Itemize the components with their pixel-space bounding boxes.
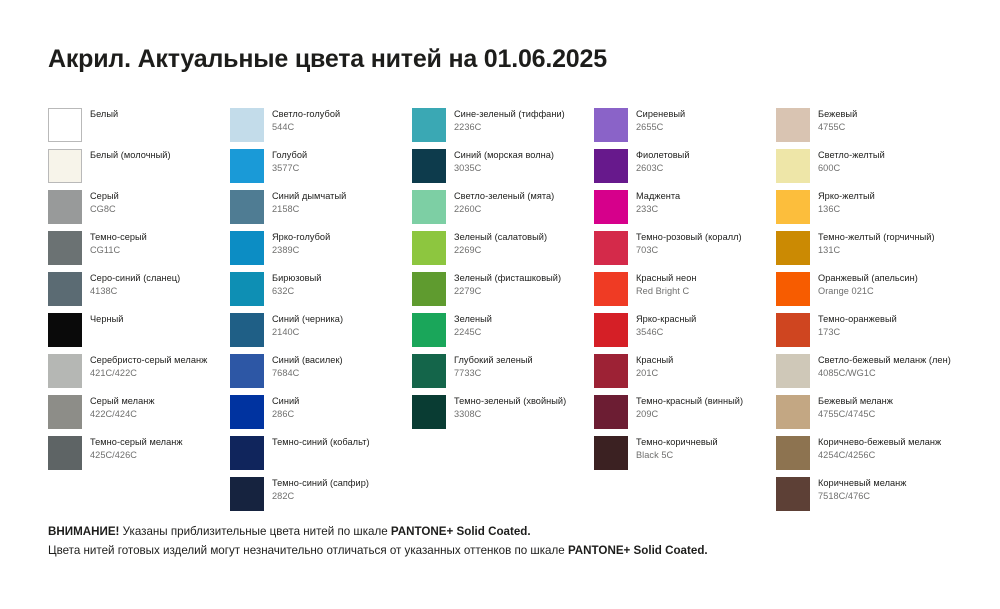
swatch-name: Бежевый <box>818 109 858 119</box>
color-chip <box>48 149 82 183</box>
swatch-row <box>230 190 412 230</box>
swatch-name: Светло-голубой <box>272 109 341 119</box>
color-chip <box>230 149 264 183</box>
swatch-name: Темно-зеленый (хвойный) <box>454 396 567 406</box>
swatch-code: 425C/426C <box>90 449 137 460</box>
swatch-row <box>776 313 958 353</box>
swatch-name: Белый (молочный) <box>90 150 171 160</box>
swatch-row <box>594 149 776 189</box>
color-chip <box>230 108 264 142</box>
swatch-row <box>594 231 776 271</box>
color-chip <box>776 354 810 388</box>
swatch-name: Темно-красный (винный) <box>636 396 744 406</box>
footer-line-1-text: Указаны приблизительные цвета нитей по шкале <box>119 525 391 538</box>
color-chip <box>776 231 810 265</box>
swatch-row <box>594 436 776 476</box>
footer-line-2 <box>48 541 968 560</box>
swatch-code: 136C <box>818 203 841 214</box>
swatch-code: 286C <box>272 408 295 419</box>
swatch-code: 2655C <box>636 121 664 132</box>
color-chip <box>48 231 82 265</box>
swatch-code: 632C <box>272 285 295 296</box>
swatch-row <box>594 190 776 230</box>
swatch-code: 2389C <box>272 244 300 255</box>
footer-line-2-text: Цвета нитей готовых изделий могут незначительно отличаться от указанных оттенков по шкале <box>48 544 568 557</box>
swatch-labels <box>818 108 857 133</box>
swatch-row <box>776 272 958 312</box>
swatch-code: 173C <box>818 326 841 337</box>
color-chip <box>594 231 628 265</box>
swatch-row <box>412 272 594 312</box>
color-chip <box>776 395 810 429</box>
swatch-row <box>230 395 412 435</box>
swatch-code: 233C <box>636 203 659 214</box>
swatch-row <box>48 313 230 353</box>
swatch-code: 7684C <box>272 367 300 378</box>
swatch-code: 544C <box>272 121 295 132</box>
swatch-labels <box>636 313 696 338</box>
footer-pantone-label-1: PANTONE+ Solid Coated. <box>390 525 531 538</box>
swatch-labels <box>272 354 343 379</box>
swatch-name: Синий (василек) <box>272 355 343 365</box>
swatch-name: Ярко-голубой <box>272 232 331 242</box>
color-chip <box>776 313 810 347</box>
swatch-row <box>776 149 958 189</box>
swatch-labels <box>272 231 330 256</box>
swatch-row <box>412 108 594 148</box>
swatch-row <box>48 436 230 476</box>
color-chip <box>776 149 810 183</box>
swatch-code: Red Bright C <box>636 285 690 296</box>
color-chip <box>230 477 264 511</box>
swatch-row <box>776 395 958 435</box>
swatch-row <box>412 231 594 271</box>
color-chip <box>594 436 628 470</box>
swatch-name: Синий (черника) <box>272 314 344 324</box>
color-chip <box>594 272 628 306</box>
color-chip <box>594 190 628 224</box>
swatch-name: Ярко-желтый <box>818 191 875 201</box>
swatch-column <box>412 108 594 518</box>
swatch-code: 2158C <box>272 203 300 214</box>
swatch-row <box>594 354 776 394</box>
swatch-name: Оранжевый (апельсин) <box>818 273 918 283</box>
swatch-labels <box>454 395 566 420</box>
swatch-labels <box>454 108 565 133</box>
color-chip <box>48 436 82 470</box>
swatch-labels <box>636 272 697 297</box>
color-chip <box>230 231 264 265</box>
swatch-row <box>776 354 958 394</box>
swatch-labels <box>818 354 951 379</box>
swatch-code: 2245C <box>454 326 482 337</box>
swatch-labels <box>272 477 369 502</box>
color-chip <box>412 313 446 347</box>
color-chip <box>230 354 264 388</box>
swatch-row <box>230 231 412 271</box>
swatch-labels <box>454 231 547 256</box>
swatch-code: 2269C <box>454 244 482 255</box>
swatch-columns <box>48 108 958 518</box>
swatch-name: Белый <box>90 109 119 119</box>
swatch-labels <box>90 272 180 297</box>
color-chip <box>230 190 264 224</box>
swatch-row <box>230 108 412 148</box>
swatch-labels <box>818 190 875 215</box>
swatch-row <box>412 395 594 435</box>
swatch-labels <box>636 354 673 379</box>
swatch-row <box>412 313 594 353</box>
swatch-labels <box>90 436 183 461</box>
swatch-name: Маджента <box>636 191 681 201</box>
swatch-code: 3577C <box>272 162 300 173</box>
swatch-row <box>412 354 594 394</box>
color-chip <box>230 436 264 470</box>
swatch-code: 201C <box>636 367 659 378</box>
swatch-labels <box>818 272 918 297</box>
swatch-labels <box>454 313 492 338</box>
swatch-row <box>230 313 412 353</box>
swatch-name: Темно-серый <box>90 232 147 242</box>
swatch-name: Темно-синий (кобальт) <box>272 437 370 447</box>
swatch-name: Светло-бежевый меланж (лен) <box>818 355 951 365</box>
swatch-name: Серебристо-серый меланж <box>90 355 208 365</box>
swatch-row <box>412 149 594 189</box>
swatch-labels <box>818 395 893 420</box>
swatch-column <box>594 108 776 518</box>
swatch-row <box>48 149 230 189</box>
color-chip <box>48 272 82 306</box>
swatch-code: Orange 021C <box>818 285 874 296</box>
swatch-code: 7733C <box>454 367 482 378</box>
color-chip <box>48 190 82 224</box>
swatch-code: 4755C <box>818 121 846 132</box>
swatch-name: Серый <box>90 191 119 201</box>
color-chip <box>48 313 82 347</box>
swatch-labels <box>636 108 685 133</box>
swatch-row <box>48 354 230 394</box>
swatch-code: 2603C <box>636 162 664 173</box>
swatch-name: Бирюзовый <box>272 273 322 283</box>
swatch-code: 2279C <box>454 285 482 296</box>
swatch-labels <box>272 272 321 297</box>
swatch-labels <box>818 436 941 461</box>
swatch-code: 209C <box>636 408 659 419</box>
swatch-labels <box>272 108 340 133</box>
swatch-name: Темно-желтый (горчичный) <box>818 232 935 242</box>
color-chip <box>412 190 446 224</box>
swatch-name: Коричнево-бежевый меланж <box>818 437 942 447</box>
page-title: Акрил. Актуальные цвета нитей на 01.06.2025 <box>48 45 607 73</box>
swatch-code: Black 5C <box>636 449 674 460</box>
swatch-code: 4254C/4256C <box>818 449 876 460</box>
swatch-code: 131C <box>818 244 841 255</box>
swatch-row <box>594 395 776 435</box>
swatch-labels <box>818 477 907 502</box>
swatch-labels <box>818 231 935 256</box>
swatch-column <box>48 108 230 518</box>
swatch-name: Бежевый меланж <box>818 396 893 406</box>
swatch-row <box>48 231 230 271</box>
swatch-code: 422C/424C <box>90 408 137 419</box>
swatch-labels <box>454 272 561 297</box>
swatch-name: Темно-серый меланж <box>90 437 183 447</box>
swatch-row <box>594 313 776 353</box>
color-chip <box>594 354 628 388</box>
swatch-code: 4138C <box>90 285 118 296</box>
swatch-name: Сине-зеленый (тиффани) <box>454 109 565 119</box>
swatch-code: 3308C <box>454 408 482 419</box>
swatch-name: Серый меланж <box>90 396 155 406</box>
color-chip <box>594 395 628 429</box>
swatch-column <box>776 108 958 518</box>
swatch-code: 3546C <box>636 326 664 337</box>
swatch-name: Синий (морская волна) <box>454 150 555 160</box>
swatch-code: 7518C/476C <box>818 490 871 501</box>
swatch-row <box>230 477 412 517</box>
swatch-name: Серо-синий (сланец) <box>90 273 181 283</box>
footer-attention-label: ВНИМАНИЕ! <box>48 525 120 538</box>
swatch-labels <box>272 190 346 215</box>
footer-pantone-label-2: PANTONE+ Solid Coated. <box>567 544 708 557</box>
swatch-code: CG11C <box>90 244 121 255</box>
swatch-name: Голубой <box>272 150 308 160</box>
swatch-labels <box>90 108 118 122</box>
footer-notes <box>48 522 968 560</box>
swatch-name: Светло-зеленый (мята) <box>454 191 555 201</box>
color-chip <box>230 313 264 347</box>
swatch-name: Темно-розовый (коралл) <box>636 232 742 242</box>
swatch-labels <box>272 436 370 450</box>
color-chip <box>776 477 810 511</box>
swatch-name: Зеленый <box>454 314 492 324</box>
color-chip <box>776 272 810 306</box>
swatch-code: 421C/422C <box>90 367 137 378</box>
color-chip <box>594 108 628 142</box>
swatch-row <box>594 272 776 312</box>
swatch-labels <box>636 149 690 174</box>
swatch-labels <box>636 231 742 256</box>
color-chip <box>776 108 810 142</box>
swatch-row <box>230 272 412 312</box>
swatch-name: Темно-коричневый <box>636 437 718 447</box>
swatch-name: Синий дымчатый <box>272 191 347 201</box>
swatch-name: Светло-желтый <box>818 150 885 160</box>
swatch-labels <box>272 395 299 420</box>
swatch-labels <box>272 149 307 174</box>
swatch-labels <box>90 354 207 379</box>
swatch-name: Фиолетовый <box>636 150 690 160</box>
swatch-labels <box>636 436 718 461</box>
swatch-column <box>230 108 412 518</box>
swatch-labels <box>454 190 554 215</box>
swatch-code: 4085C/WG1C <box>818 367 876 378</box>
swatch-labels <box>90 313 123 327</box>
swatch-name: Сиреневый <box>636 109 686 119</box>
swatch-labels <box>818 313 897 338</box>
swatch-row <box>776 477 958 517</box>
color-chip <box>48 108 82 142</box>
swatch-row <box>412 190 594 230</box>
swatch-code: 703C <box>636 244 659 255</box>
swatch-labels <box>90 231 147 256</box>
swatch-labels <box>454 354 533 379</box>
color-chip <box>412 395 446 429</box>
swatch-name: Ярко-красный <box>636 314 697 324</box>
swatch-code: 3035C <box>454 162 482 173</box>
color-chip <box>594 149 628 183</box>
color-chip <box>48 354 82 388</box>
swatch-name: Красный неон <box>636 273 697 283</box>
swatch-name: Темно-синий (сапфир) <box>272 478 369 488</box>
swatch-row <box>776 231 958 271</box>
swatch-name: Темно-оранжевый <box>818 314 897 324</box>
color-chip <box>48 395 82 429</box>
color-chip <box>230 272 264 306</box>
swatch-labels <box>272 313 343 338</box>
swatch-code: 2260C <box>454 203 482 214</box>
swatch-code: 282C <box>272 490 295 501</box>
swatch-row <box>230 354 412 394</box>
swatch-row <box>230 149 412 189</box>
swatch-row <box>776 108 958 148</box>
swatch-row <box>48 108 230 148</box>
swatch-name: Красный <box>636 355 674 365</box>
swatch-row <box>776 190 958 230</box>
swatch-row <box>48 190 230 230</box>
swatch-code: CG8C <box>90 203 116 214</box>
swatch-code: 2236C <box>454 121 482 132</box>
swatch-labels <box>636 395 743 420</box>
swatch-name: Зеленый (салатовый) <box>454 232 548 242</box>
color-chip <box>412 231 446 265</box>
color-chip <box>594 313 628 347</box>
swatch-labels <box>90 149 171 163</box>
swatch-name: Черный <box>90 314 124 324</box>
footer-line-1 <box>48 522 968 541</box>
swatch-name: Синий <box>272 396 300 406</box>
color-chip <box>412 149 446 183</box>
color-chip <box>412 272 446 306</box>
swatch-code: 2140C <box>272 326 300 337</box>
color-chip <box>776 436 810 470</box>
color-chip <box>412 108 446 142</box>
swatch-labels <box>90 395 155 420</box>
swatch-name: Зеленый (фисташковый) <box>454 273 562 283</box>
swatch-labels <box>818 149 885 174</box>
swatch-name: Коричневый меланж <box>818 478 907 488</box>
swatch-code: 600C <box>818 162 841 173</box>
swatch-labels <box>454 149 554 174</box>
swatch-name: Глубокий зеленый <box>454 355 533 365</box>
swatch-row <box>48 395 230 435</box>
color-chip <box>776 190 810 224</box>
color-chip <box>230 395 264 429</box>
swatch-row <box>230 436 412 476</box>
color-chip <box>412 354 446 388</box>
swatch-row <box>48 272 230 312</box>
swatch-row <box>776 436 958 476</box>
swatch-code: 4755C/4745C <box>818 408 876 419</box>
swatch-labels <box>636 190 680 215</box>
swatch-labels <box>90 190 119 215</box>
swatch-row <box>594 108 776 148</box>
